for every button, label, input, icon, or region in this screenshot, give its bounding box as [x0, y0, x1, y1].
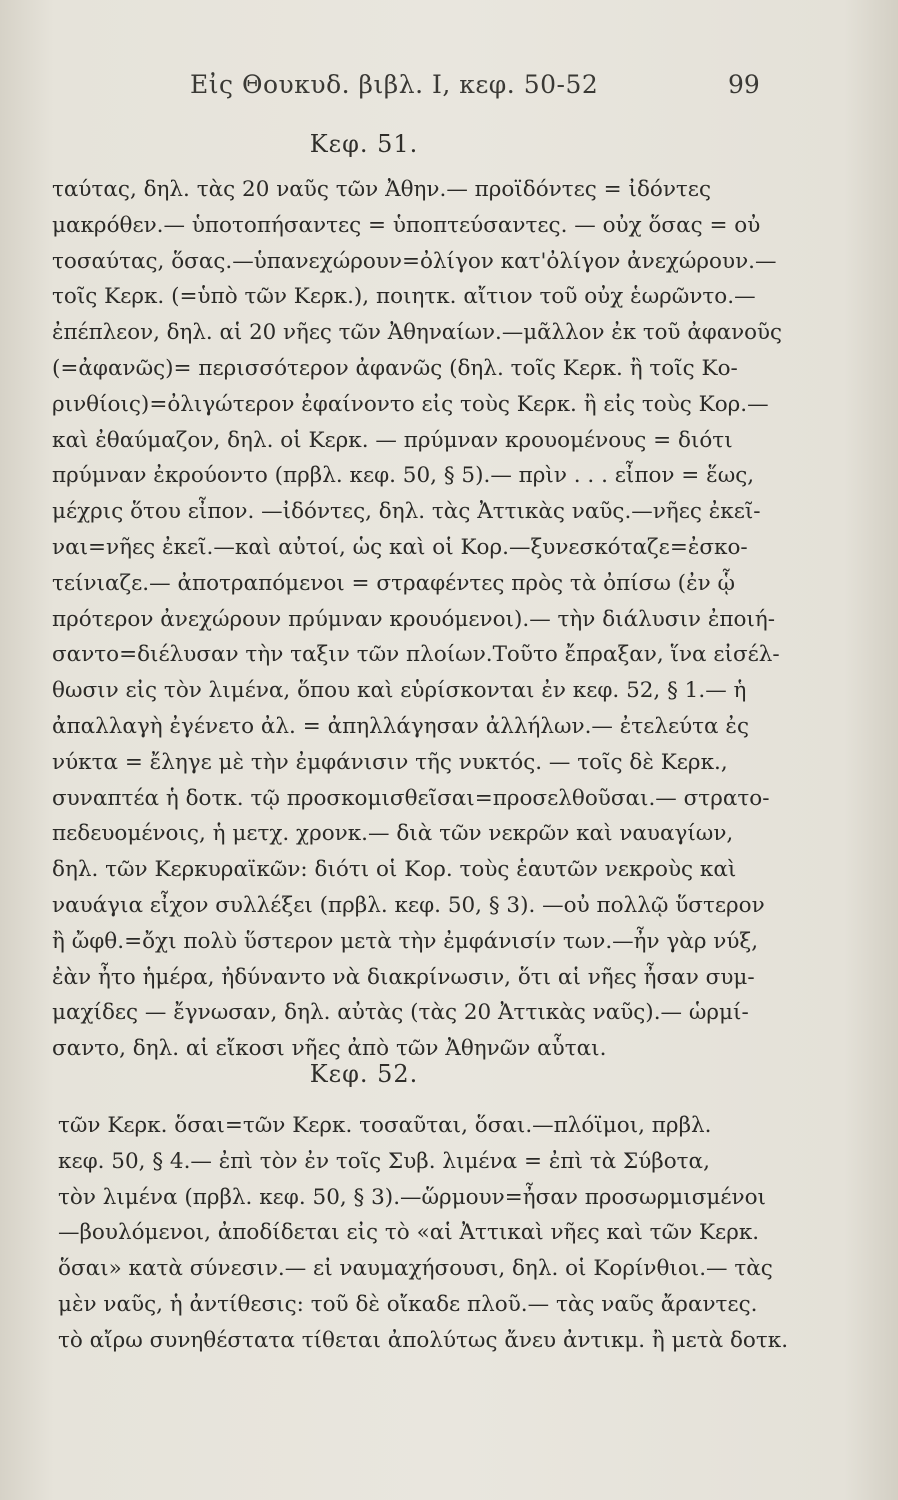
- text-line: ναι=νῆες ἐκεῖ.—καὶ αὐτοί, ὡς καὶ οἱ Κορ.—ξυνεσκόταζε=ἐσκο-: [52, 534, 748, 560]
- text-line: κεφ. 50, § 4.— ἐπὶ τὸν ἐν τοῖς Συβ. λιμένα = ἐπὶ τὰ Σύβοτα,: [58, 1148, 710, 1174]
- chapter-51-commentary: [52, 172, 782, 1067]
- text-line: ταύτας, δηλ. τὰς 20 ναῦς τῶν Ἀθην.— προϊδόντες = ἰδόντες: [52, 177, 711, 202]
- text-line: τοσαύτας, ὅσας.—ὑπανεχώρουν=ὀλίγον κατ'ὀλίγον ἀνεχώρουν.—: [52, 248, 777, 274]
- text-line: ναυάγια εἶχον συλλέξει (πρβλ. κεφ. 50, § 3). —οὐ πολλῷ ὕστερον: [52, 892, 765, 918]
- text-line: θωσιν εἰς τὸν λιμένα, ὅπου καὶ εὑρίσκονται ἐν κεφ. 52, § 1.— ἡ: [52, 678, 747, 704]
- chapter-heading-51: Κεφ. 51.: [309, 130, 419, 158]
- text-line: πρότερον ἀνεχώρουν πρύμναν κρουόμενοι).— τὴν διάλυσιν ἐποιή-: [52, 606, 776, 632]
- text-line: μέχρις ὅτου εἶπον. —ἰδόντες, δηλ. τὰς Ἀττικὰς ναῦς.—νῆες ἐκεῖ-: [52, 499, 761, 525]
- text-line: ἐὰν ἦτο ἡμέρα, ἠδύναντο νὰ διακρίνωσιν, ὅτι αἱ νῆες ἦσαν συμ-: [52, 964, 755, 990]
- text-line: τὸ αἴρω συνηθέστατα τίθεται ἀπολύτως ἄνευ ἀντικμ. ἢ μετὰ δοτκ.: [58, 1327, 788, 1353]
- text-line: ἀπαλλαγὴ ἐγένετο ἀλ. = ἀπηλλάγησαν ἀλλήλων.— ἐτελεύτα ἐς: [52, 713, 749, 739]
- chapter-heading-52: Κεφ. 52.: [309, 1060, 419, 1088]
- text-line: τῶν Κερκ. ὅσαι=τῶν Κερκ. τοσαῦται, ὅσαι.—πλόϊμοι, πρβλ.: [58, 1113, 712, 1138]
- text-line: ἢ ὤφθ.=ὄχι πολὺ ὕστερον μετὰ τὴν ἐμφάνισίν των.—ἦν γὰρ νύξ,: [52, 928, 759, 954]
- text-line: τοῖς Κερκ. (=ὑπὸ τῶν Κερκ.), ποιητκ. αἴτιον τοῦ οὐχ ἑωρῶντο.—: [52, 284, 756, 310]
- text-line: μαχίδες — ἔγνωσαν, δηλ. αὐτὰς (τὰς 20 Ἀττικὰς ναῦς).— ὡρμί-: [52, 1000, 749, 1026]
- text-line: ἐπέπλεον, δηλ. αἱ 20 νῆες τῶν Ἀθηναίων.—μᾶλλον ἐκ τοῦ ἀφανοῦς: [52, 320, 782, 346]
- text-line: τὸν λιμένα (πρβλ. κεφ. 50, § 3).—ὥρμουν=ἦσαν προσωρμισμένοι: [58, 1184, 766, 1210]
- text-line: μὲν ναῦς, ἡ ἀντίθεσις: τοῦ δὲ οἴκαδε πλοῦ.— τὰς ναῦς ἄραντες.: [58, 1291, 758, 1317]
- page-header: [0, 70, 898, 110]
- page-number: 99: [728, 70, 760, 99]
- text-line: σαντο=διέλυσαν τὴν ταξιν τῶν πλοίων.Τοῦτο ἔπραξαν, ἵνα εἰσέλ-: [52, 642, 780, 668]
- text-line: νύκτα = ἔληγε μὲ τὴν ἐμφάνισιν τῆς νυκτός. — τοῖς δὲ Κερκ.,: [52, 749, 728, 775]
- chapter-52-commentary: [58, 1108, 788, 1359]
- text-line: σαντο, δηλ. αἱ εἴκοσι νῆες ἀπὸ τῶν Ἀθηνῶν αὗται.: [52, 1036, 607, 1062]
- text-line: μακρόθεν.— ὑποτοπήσαντες = ὑποπτεύσαντες. — οὐχ ὅσας = οὐ: [52, 212, 761, 238]
- text-line: συναπτέα ἡ δοτκ. τῷ προσκομισθεῖσαι=προσελθοῦσαι.— στρατο-: [52, 785, 770, 811]
- text-line: (=ἀφανῶς)= περισσότερον ἀφανῶς (δηλ. τοῖς Κερκ. ἢ τοῖς Κο-: [52, 355, 738, 381]
- text-line: καὶ ἐθαύμαζον, δηλ. οἱ Κερκ. — πρύμναν κρουομένους = διότι: [52, 427, 733, 453]
- running-head: Εἰς Θουκυδ. βιβλ. I, κεφ. 50-52: [190, 70, 599, 99]
- text-line: τείνιαζε.— ἀποτραπόμενοι = στραφέντες πρὸς τὰ ὀπίσω (ἐν ᾧ: [52, 570, 736, 596]
- text-line: πρύμναν ἐκρούοντο (πρβλ. κεφ. 50, § 5).— πρὶν . . . εἶπον = ἕως,: [52, 463, 755, 489]
- text-line: δηλ. τῶν Κερκυραϊκῶν: διότι οἱ Κορ. τοὺς ἑαυτῶν νεκροὺς καὶ: [52, 857, 737, 883]
- text-line: ὅσαι» κατὰ σύνεσιν.— εἰ ναυμαχήσουσι, δηλ. οἱ Κορίνθιοι.— τὰς: [58, 1256, 773, 1282]
- text-line: πεδευομένοις, ἡ μετχ. χρονκ.— διὰ τῶν νεκρῶν καὶ ναυαγίων,: [52, 821, 734, 847]
- text-line: —βουλόμενοι, ἀποδίδεται εἰς τὸ «αἱ Ἀττικαὶ νῆες καὶ τῶν Κερκ.: [58, 1220, 760, 1246]
- text-line: ρινθίοις)=ὀλιγώτερον ἐφαίνοντο εἰς τοὺς Κερκ. ἢ εἰς τοὺς Κορ.—: [52, 391, 769, 417]
